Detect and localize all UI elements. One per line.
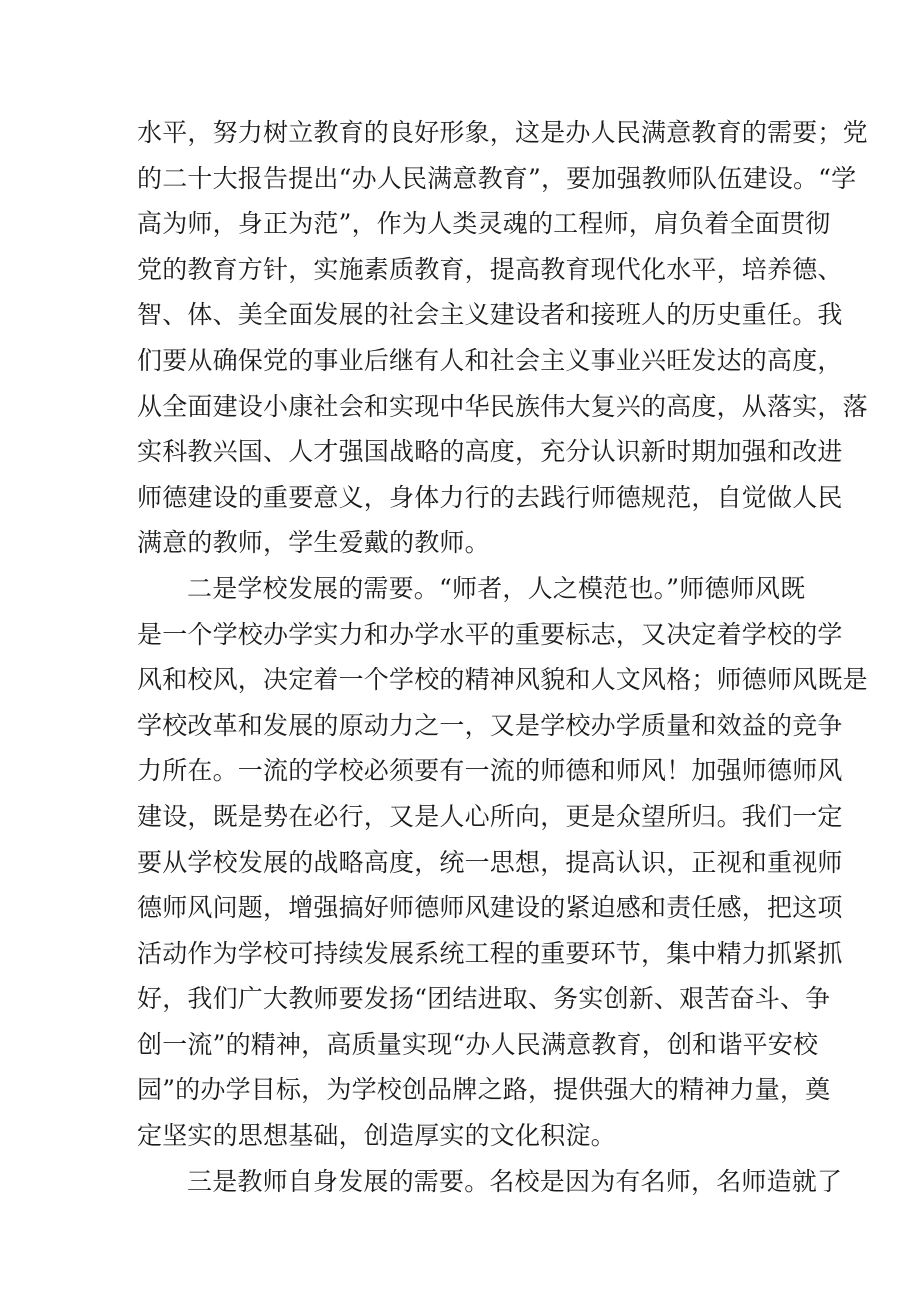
text-line: 创一流”的精神，高质量实现“办人民满意教育，创和谐平安校 <box>137 1029 819 1059</box>
text-line: 智、体、美全面发展的社会主义建设者和接班人的历史重任。我 <box>137 300 843 330</box>
paragraph-first-line: 二是学校发展的需要。“师者，人之模范也。”师德师风既 <box>187 573 806 603</box>
text-line: 实科教兴国、人才强国战略的高度，充分认识新时期加强和改进 <box>137 437 843 467</box>
text-line: 水平，努力树立教育的良好形象，这是办人民满意教育的需要；党 <box>137 118 868 147</box>
text-line: 从全面建设小康社会和实现中华民族伟大复兴的高度，从落实，落 <box>137 391 868 421</box>
text-line: 风和校风，决定着一个学校的精神风貌和人文风格；师德师风既是 <box>137 665 868 695</box>
text-line: 是一个学校办学实力和办学水平的重要标志，又决定着学校的学 <box>137 619 843 649</box>
text-line: 好，我们广大教师要发扬“团结进取、务实创新、艰苦奋斗、争 <box>137 984 831 1014</box>
text-line: 的二十大报告提出“办人民满意教育”，要加强教师队伍建设。“学 <box>137 163 857 193</box>
text-line: 们要从确保党的事业后继有人和社会主义事业兴旺发达的高度， <box>137 345 843 375</box>
text-line: 党的教育方针，实施素质教育，提高教育现代化水平，培养德、 <box>137 254 843 284</box>
paragraph-first-line: 三是教师自身发展的需要。名校是因为有名师，名师造就了 <box>187 1166 843 1196</box>
text-line: 学校改革和发展的原动力之一，又是学校办学质量和效益的竞争 <box>137 710 843 740</box>
body-text <box>137 110 868 1204</box>
text-line: 要从学校发展的战略高度，统一思想，提高认识，正视和重视师 <box>137 847 843 877</box>
text-line: 定坚实的思想基础，创造厚实的文化积淀。 <box>137 1121 616 1151</box>
text-line: 活动作为学校可持续发展系统工程的重要环节，集中精力抓紧抓 <box>137 938 843 968</box>
text-line: 高为师，身正为范”，作为人类灵魂的工程师，肩负着全面贯彻 <box>137 209 831 239</box>
text-line: 德师风问题，增强搞好师德师风建设的紧迫感和责任感，把这项 <box>137 893 843 923</box>
text-line: 师德建设的重要意义，身体力行的去践行师德规范，自觉做人民 <box>137 482 843 512</box>
text-line: 力所在。一流的学校必须要有一流的师德和师风！加强师德师风 <box>137 756 843 786</box>
text-line: 满意的教师，学生爱戴的教师。 <box>137 528 490 558</box>
text-line: 园”的办学目标，为学校创品牌之路，提供强大的精神力量，奠 <box>137 1075 831 1105</box>
text-line: 建设，既是势在必行，又是人心所向，更是众望所归。我们一定 <box>137 801 843 831</box>
